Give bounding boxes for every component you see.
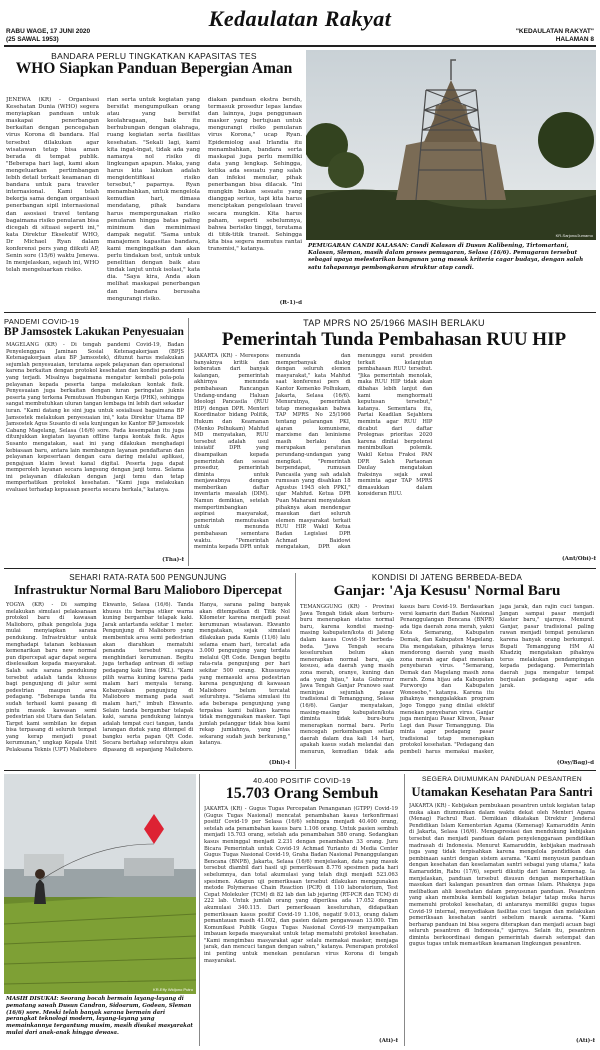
who-kicker: BANDARA PERLU TINGKATKAN KAPASITAS TES [51, 51, 257, 61]
who-col-2: rian serta untuk kegiatan yang bersifat mengumpulkan orang atau yang bersifat keolahragaan, baik itu berhubungan dengan olahraga, ruang kegiatan serta fasilitas kesehatan. "Sekali lagi, kami kita ingat-ingat, tidak ada yang namanya nol risiko di lingkungan apapun. Maka, yang harus kita lakukan adalah mengidentifikasi risiko tersebut," paparnya. Ryan menambahkan, untuk mengelola kemudian hari, dimasa mendatang, pihak bandara harus mempergunakan risiko penularan hingga batas paling minimum dan meminimasi dampak negatif. "Sama untuk manajemen kapasitas bandara, kami mengingatkan dan akan perlu tindakan test, untuk untuk penelitian dengan baik atau tindak lanjut untuk isolasi," kata dia. "Saya kira, Anda akan melihat maskapai penerbangan dan bandara berusaha mengurangi risiko. [107, 97, 200, 302]
malioboro-title: Infrastruktur Normal Baru Malioboro Dipercepat [13, 583, 283, 597]
ganjar-sign: (Osy/Bag)-d [556, 760, 594, 766]
kite-photo [4, 774, 196, 994]
masthead-date-java: (25 SAWAL 1953) [6, 36, 59, 43]
masthead-page-number: HALAMAN 8 [555, 36, 594, 43]
masthead-date-day: RABU WAGE, 17 JUNI 2020 [6, 28, 91, 35]
covid-divider [199, 774, 200, 1046]
covid-title: 15.703 Orang Sembuh [225, 785, 379, 802]
malioboro-sign: (Dhl)-f [268, 760, 290, 766]
kite-photo-credit: KR-Effy Widjono Putro [153, 987, 193, 992]
ruu-kicker: TAP MPRS NO 25/1966 MASIH BERLAKU [303, 318, 485, 328]
ruu-columns [194, 353, 596, 563]
pesantren-divider [404, 774, 405, 1046]
masthead-rule [4, 45, 596, 47]
malioboro-body: YOGYA (KR) - Di samping melakukan simulasi pelaksanaan protokol baru di kawasan Malioboro, pihak pengelola juga mulai menyiapkan sarana pendukung. Infrastruktur untuk menghadapi tatanan kebiasaan kemenarikan baru new normal pun dipercepat agar dapat segera diselesaikan kepada masyarakat. Salah satu sarana pendukung tersebut adalah tanda khusus bagi pengunjung di jalur semi pedestrian maupun area pedagang. "Beberapa tanda itu sudah terhasil kami pasang di pintu masuk kawasan semi pedestrian sisi Utara dan Selatan. Target kami sembilan ke depan bisa terpasang di seluruh tempat yang kerap menjadi pusat kerumunan," ungkap Kepala Unit Pelaksana Teknis (UPT) Malioboro Ekwanto, Selasa (16/6). Tanda khusus itu berupa stiker warna kuning bergambar telapak kaki. Jarak antartanda sekitar 1 meter. Pengunjung di Malioboro yang membentuk area semi pedestrian akan diarahkan mematuhi penanda tersebut supaya menghindari kerumunan. Begitu juga terhadap antrean di setiap pedagang kaki lima (PKL). "Kami pilih warna kuning karena pada malam hari menyala terang. Kebanyakan pengunjung di Malioboro memang pada saat malam hari," imbuh Ekwanto. Selain tanda bergambar telapak kaki, sarana pendukung lainnya adalah tempat cuci tangan, tanda larangan duduk yang ditempel di bangku serta papan QR Code. Secara bertahap seluruhnya akan dipasang di sepanjang Malioboro. Hanya, sarana paling banyak akan ditempatkan di Titik Nol Kilometer karena menjadi pusat kerumunan wisatawan. Ekwanto mengatakan, sejak simulasi dilakukan pada Kamis (11/6) lalu selama enam hari, tercatat ada 3.000 pengunjung yang terdata melalui QR Code. Dengan begitu rata-rata pengunjung per hari sekitar 500 orang. Khususnya yang memasuki area pedestrian karena pengunjung di kawasan Malioboro belum tercatat seluruhnya. "Selama simulasi itu ada beberapa pengunjung yang terpaksa kami balikan karena tidak menggunakan masker. Tapi jumlah pelanggar tidak bisa kami rekap jumlahnya, yang jelas sekarang sudah jauh berkurang," katanya. [6, 602, 290, 754]
masthead-right [516, 28, 594, 44]
bpjs-divider [188, 318, 189, 566]
candi-photo-caption: PEMUGARAN CANDI KALASAN: Candi Kalasan di Dusun Kalibening, Tirtomartani, Kalasan, Sleman, masih dalam proses pemugaran, Selasa (16/6). Pemugaran tersebut sebagai upaya melestarikan bangunan yang masuk kriteria cagar budaya, dengan salah satu tahapannya pembongkaran struktur atap candi. [308, 243, 584, 271]
ruu-bottom-rule [4, 568, 596, 569]
bpjs-body: MAGELANG (KR) - Di tengah pandemi Covid-19, Badan Penyelenggara Jaminan Sosial Ketenagakerjaan (BPJS Ketenagakerjaan atau BP Jamsostek), ditunut harus melakukan sejumlah penyesuaian, terutama aspek pelayanan dan operasional karena berkaitan dengan protokol kesehatan dan kondisi pandemi yang terjadi. Misalnya bagaimana mengatur kembali pola-pola pelayanan kepada peserta tanpa melakukan kontak fisik. Penyesuaian juga berkaitan dengan iuran peringatan juknis peserta yang terkena Pemutusan Hubungan Kerja (PHK), sehingga sangat membutuhkan uluran tangan lembaga ini lebih dari sekadar iuran. "Kami datang ke sini juga untuk sosialisasi bagaimana BP Jamsostek melakukan penyesuaian ini," kata Direktur Utama BP Jamsostek Agus Susanto di sela kunjungan ke Kantor BP Jamsostek Cabang Magelang, Selasa (16/6) sore. Pada kesempatan itu juga ditunjukkan kegiatan layanan offline tanpa kontak fisik. Agus Susanto mengatakan, saat ini yang dilakukan menghadapi kebiasaan baru, antara lain membangun layanan pendaftaran dan pelayanan kepesertaan dengan cara daring melalui aplikasi, pengajuan klaim lewat kanal digital. Peserta juga dapat memperoleh layanan secara langsung dengan janji temu. Selama ini pelayanan dilakukan dengan janji temu dan tetap memperhatikan protokol kesehatan. "Kami juga melakukan evaluasi terhadap kepuasan peserta secara berkala," katanya. [6, 342, 184, 494]
masthead-paper-name: "KEDAULATAN RAKYAT" [515, 28, 594, 35]
ganjar-title: Ganjar: 'Aja Kesusu' Normal Baru [333, 583, 561, 599]
ganjar-kicker: KONDISI DI JATENG BERBEDA-BEDA [371, 573, 523, 582]
ruu-title: Pemerintah Tunda Pembahasan RUU HIP [221, 329, 567, 350]
covid-body: JAKARTA (KR) - Gugus Tugas Percepatan Penanganan (GTPP) Covid-19 (Gugus Tugas Nasional) mencatat penambahan kasus terkonfirmasi positif Covid-19 per Selasa (16/6) sehingga menjadi 40.400 orang, setelah ada penambahan kasus baru 1.106 orang. Untuk pasien sembuh menjadi 15.703 orang, setelah ada penambahan 580 orang. Sedangkan kasus meninggal menjadi 2.231 dengan penambahan 33 orang. Juru Bicara Pemerintah untuk Covid-19 Achmad Yurianto di Media Center Gugus Tugas Nasional Covid-19, Graha Badan Nasional Penanggulangan Bencana (BNPB), Jakarta, Selasa (16/6) menjelaskan, data yang masuk tersebut diambil dari hasil uji pemeriksaan 8.776 spesimen pada hari sebelumnya, dan total akumulasi yang telah diuji menjadi 523.063 spesimen. Adapun uji pemeriksaan tersebut dilakukan menggunakan metode Polymerase Chain Reaction (PCR) di 110 laboratorium, Test Cepat Molekuler (TCM) di 82 lab dan lab jejaring (RT-PCR dan TCM) di 222 lab. Untuk jumlah orang yang diperiksa ada 17.052 dengan akumulasi 340.115. Dari pemeriksaan keseluruhan, didapatkan pemeriksaan kasus positif Covid-19 1.106, negatif 9.013, orang dalam pemantauan masih 41.002, dan pasien dalam pengawasan 13.000. Tim Komunikasi Publik Gugus Tugas Nasional Covid-19 menyampaikan imbauan kepada masyarakat untuk tetap mematuhi protokol kesehatan. "Kami mengimbau masyarakat agar selalu memakai masker, menjaga jarak, dan mencuci tangan dengan sabun," katanya. Penerapan protokol ini penting untuk menekan penularan virus Korona di tengah masyarakat. [204, 806, 398, 964]
covid-sign: (Ati)-f [379, 1038, 398, 1044]
pesantren-title: Utamakan Kesehatan Para Santri [411, 785, 593, 799]
malioboro-kicker: SEHARI RATA-RATA 500 PENGUNJUNG [69, 573, 227, 582]
masthead [0, 0, 600, 46]
candi-kalasan-photo [306, 50, 596, 240]
who-col-3: diakan panduan ekstra bersih, termasuk prosedur lepas landas dan lainnya, juga penggunaan masker yang bertujuan untuk mengurangi risiko penularan virus Korona," ucap Ryan. Epidemiolog asal Irlandia itu menambahkan, bandara serta maskapai juga perlu memiliki data yang lengkap. Sehingga, ketika ada sesuatu yang salah dan infeksi menular, pihak penerbangan bisa dilacak. "Ini mungkin bukan sesuatu yang dianggap serius, tapi kita harus menciptakan pengelolaan travel secara mungkin. Kita harus paham, seperti sebelumnya, bahwa berisiko tinggi, terutama di titik-titik transit. Sehingga kita bisa segera memutus rantai transmisi," katanya. [208, 97, 302, 252]
candi-kalasan-illustration [306, 50, 596, 240]
who-title: WHO Siapkan Panduan Bepergian Aman [15, 60, 293, 77]
pesantren-sign: (Ati)-f [576, 1038, 595, 1044]
malioboro-divider [295, 573, 296, 769]
masthead-date [6, 28, 90, 44]
ruu-sign: (Ant/Obi)-f [562, 555, 596, 562]
ganjar-body: TEMANGGUNG (KR) - Provinsi Jawa Tengah tidak akan terburu-buru menerapkan status normal baru, karena kondisi masing-masing kabupaten/kota di Jateng dalam kasus Covid-19 berbeda-beda. "Jawa Tengah secara keseluruhan belum akan menerapkan normal baru, aja kesusu, ada daerah yang masih zona merah, oranye, kuning dan ada yang hijau," kata Gubernur Jawa Tengah Ganjar Pranowo saat meninjau sejumlah pasar tradisional di Temanggung, Selasa (16/6). Ganjar menyatakan, masing-masing kabupaten/kota diminta tidak buru-buru menerapkan normal baru. Perlu mencegah perkembangan setiap daerah dalam dua kali 14 hari, apakah kasus sudah melandai dan menurun, kemudian tidak ada kasus baru Covid-19. Berdasarkan versi kamarin dari Badan Nasional Penanggulangan Bencana (BNPB) ada tiga daerah zona merah, yakni Kota Semarang, Kabupaten Demak, dan Kabupaten Magelang. Dia mengatakan, pihaknya terus mendorong daerah yang masih zona merah agar dapat menekan penyebaran virus. "Semarang, Demak dan Magelang masih zona merah. Zona hijau ada Kabupaten Purworejo dan Kabupaten Wonosobo," katanya. Karena itu pihaknya menggalakkan program Jogo Tonggo yang dinilai efektif menekan penyebaran virus. Ganjar juga meninjau Pasar Kliwon, Pasar Legi dan Pasar Temanggung. Dia minta agar pedagang pasar tradisional tetap menerapkan protokol kesehatan. "Pedagang dan pembeli harus memakai masker, jaga jarak, dan rajin cuci tangan. Jangan sampai pasar menjadi klaster baru," ujarnya. Menurut Ganjar, pasar tradisional paling rawan menjadi tempat penularan karena banyak orang berkumpul. Bupati Temanggung HM Al Khadziq mengatakan pihaknya terus melakukan pendampingan kepada pedagang. Pemerintah daerah juga mengatur tempat berjualan pedagang agar ada jarak. [300, 604, 594, 756]
pesantren-kicker: SEGERA DIUMUMKAN PANDUAN PESANTREN [421, 776, 582, 783]
bpjs-sign: (Tha)-f [162, 557, 184, 563]
kite-photo-caption: MASIH DISUKAI: Seorang bocah bermain layang-layang di pematang sawah Dusun Candran, Sidoarum, Godean, Sleman (16/6) sore. Meski telah banyak sarana bermain dari perangkat teknologi modern, layang-layang yang memainkannya tergantung musim, masih disukai masyarakat mulai dari anak-anak hingga dewasa. [6, 996, 193, 1036]
ganjar-bottom-rule [4, 770, 596, 771]
kite-illustration [4, 774, 196, 994]
who-sign: (R-1)-d [279, 299, 302, 306]
covid-kicker: 40.400 POSITIF COVID-19 [253, 776, 351, 785]
bpjs-kicker: PANDEMI COVID-19 [4, 317, 80, 326]
candi-photo-credit: KR-Sarjono/Jumarno [555, 233, 593, 238]
ruu-text: JAKARTA (KR) - Merespons banyaknya kritik dan keberatan dari banyak kalangan, pemerintah akhirnya menunda pembahasan Rancangan Undang-undang Haluan Ideologi Pancasila (RUU HIP) dengan DPR. Menteri Koordinator bidang Politik, Hukum dan Keamanan (Menko Polhukam) Mahfud MD menyatakan, RUU tersebut adalah usul inisiatif DPR yang disampaikan kepada pemerintah dan sesuai prosedur, pemerintah diminta untuk menjawabnya dengan memberikan daftar inventaris masalah (DIM). Namun demikian, setelah mempertimbangkan aspirasi masyarakat, pemerintah memutuskan untuk menunda pembahasan sementara waktu. "Pemerintah meminta kepada DPR untuk menunda dan memperbanyak dialog dengan seluruh elemen masyarakat," kata Mahfud saat konferensi pers di Kantor Kemenko Polhukam, Jakarta, Selasa (16/6). Menurutnya, pemerintah tetap menegaskan bahwa TAP MPRS No 25/1966 tentang pelarangan PKI, ajaran komunisme, marxisme dan leninisme masih berlaku dan merupakan peraturan perundang-undangan yang mengikat. "Pemerintah berpendapat, rumusan Pancasila yang sah adalah rumusan yang disahkan 18 Agustus 1945 oleh PPKI," ujar Mahfud. Ketua DPR Puan Maharani menyatakan pihaknya akan mendengar masukan dari seluruh elemen masyarakat terkait RUU HIP. Wakil Ketua Badan Legislasi DPR Achmad Baidowi mengatakan, DPR akan menunggu surat presiden terkait kelanjutan pembahasan RUU tersebut. "Jika pemerintah menolak, maka RUU HIP tidak akan dibahas lebih lanjut dan kami menghormati keputusan tersebut," katanya. Sementara itu, Partai Keadilan Sejahtera meminta agar RUU HIP dicabut dari daftar Prolegnas prioritas 2020 karena dinilai berpotensi menimbulkan polemik. Wakil Ketua Fraksi PAN DPR Saleh Partaonan Daulay mengatakan fraksinya sejak awal meminta agar TAP MPRS dimasukkan dalam konsideran RUU. [194, 353, 596, 553]
who-bottom-rule [4, 312, 596, 313]
masthead-logo: Kedaulatan Rakyat [208, 6, 392, 31]
bpjs-title: BP Jamsostek Lakukan Penyesuaian [4, 326, 184, 338]
who-body [6, 97, 302, 307]
pesantren-body: JAKARTA (KR) - Kebijakan pembukaan pesantren untuk kegiatan tatap muka akan diumumkan dalam waktu dekat oleh Menteri Agama (Menag) Fachrul Razi. Demikian dikatakan Direktur Jenderal Pendidikan Islam Kementerian Agama (Kemenag) Kamaruddin Amin di Jakarta, Selasa (16/6). Mengapresiasi dan mendukung kebijakan tersebut dan menjadi panduan dalam penyelenggaraan pendidikan madrasah di Indonesia. Menurut Kamaruddin, kebijakan madrasah juga yang tidak terpisahkan karena mengelola pendidikan dan pembinaan santri dengan sistem asrama. "Kami menyusun panduan dengan kesehatan dan keselamatan santri sebagai yang utama," kata Kamaruddin, Rabu (17/6), seperti dikutip dari laman Kemenag. Ia menjelaskan, panduan tersebut disusun dengan memperhatikan masukan dari kalangan pesantren dan ormas Islam. Pihaknya juga melibatkan ahli kesehatan dalam penyusunan panduan. Pesantren yang akan membuka kembali kegiatan belajar tatap muka harus memenuhi protokol kesehatan, di antaranya memiliki gugus tugas Covid-19 internal, menyediakan fasilitas cuci tangan dan melakukan pemeriksaan kesehatan santri sebelum masuk asrama. "Kami berharap panduan ini bisa segera diterapkan dan menjadi acuan bagi seluruh pesantren di Indonesia," ujarnya. Selain itu, pesantren diminta berkoordinasi dengan pemerintah daerah setempat dan gugus tugas untuk memastikan keamanan lingkungan pesantren. [409, 803, 595, 948]
who-col-1: JENEWA (KR) - Organisasi Kesehatan Dunia (WHO) segera menyiapkan panduan untuk maskapai penerbangan berkaitan dengan pencegahan virus Korona di bandara. Hal tersebut dilakukan agar wisatawan tetap bisa aman berada di tempat publik. "Beberapa hari lagi, kami akan mengeluarkan pertimbangan lebih detail terkait keamanan di bandara untuk para traveler internasional. Kami telah bekerja sama dengan organisasi penerbangan sipil internasional dan asosiasi travel tentang bagaimana risiko penularan bisa dicegah di situasi seperti ini," kata Direktur Eksekutif WHO, Dr Michael Ryan dalam konferensi pers yang diikuti AP, Senin sore (15/6) waktu Jenewa. In menjelaskan, sejauh ini, WHO telah mengeluarkan risiko. [6, 97, 99, 274]
